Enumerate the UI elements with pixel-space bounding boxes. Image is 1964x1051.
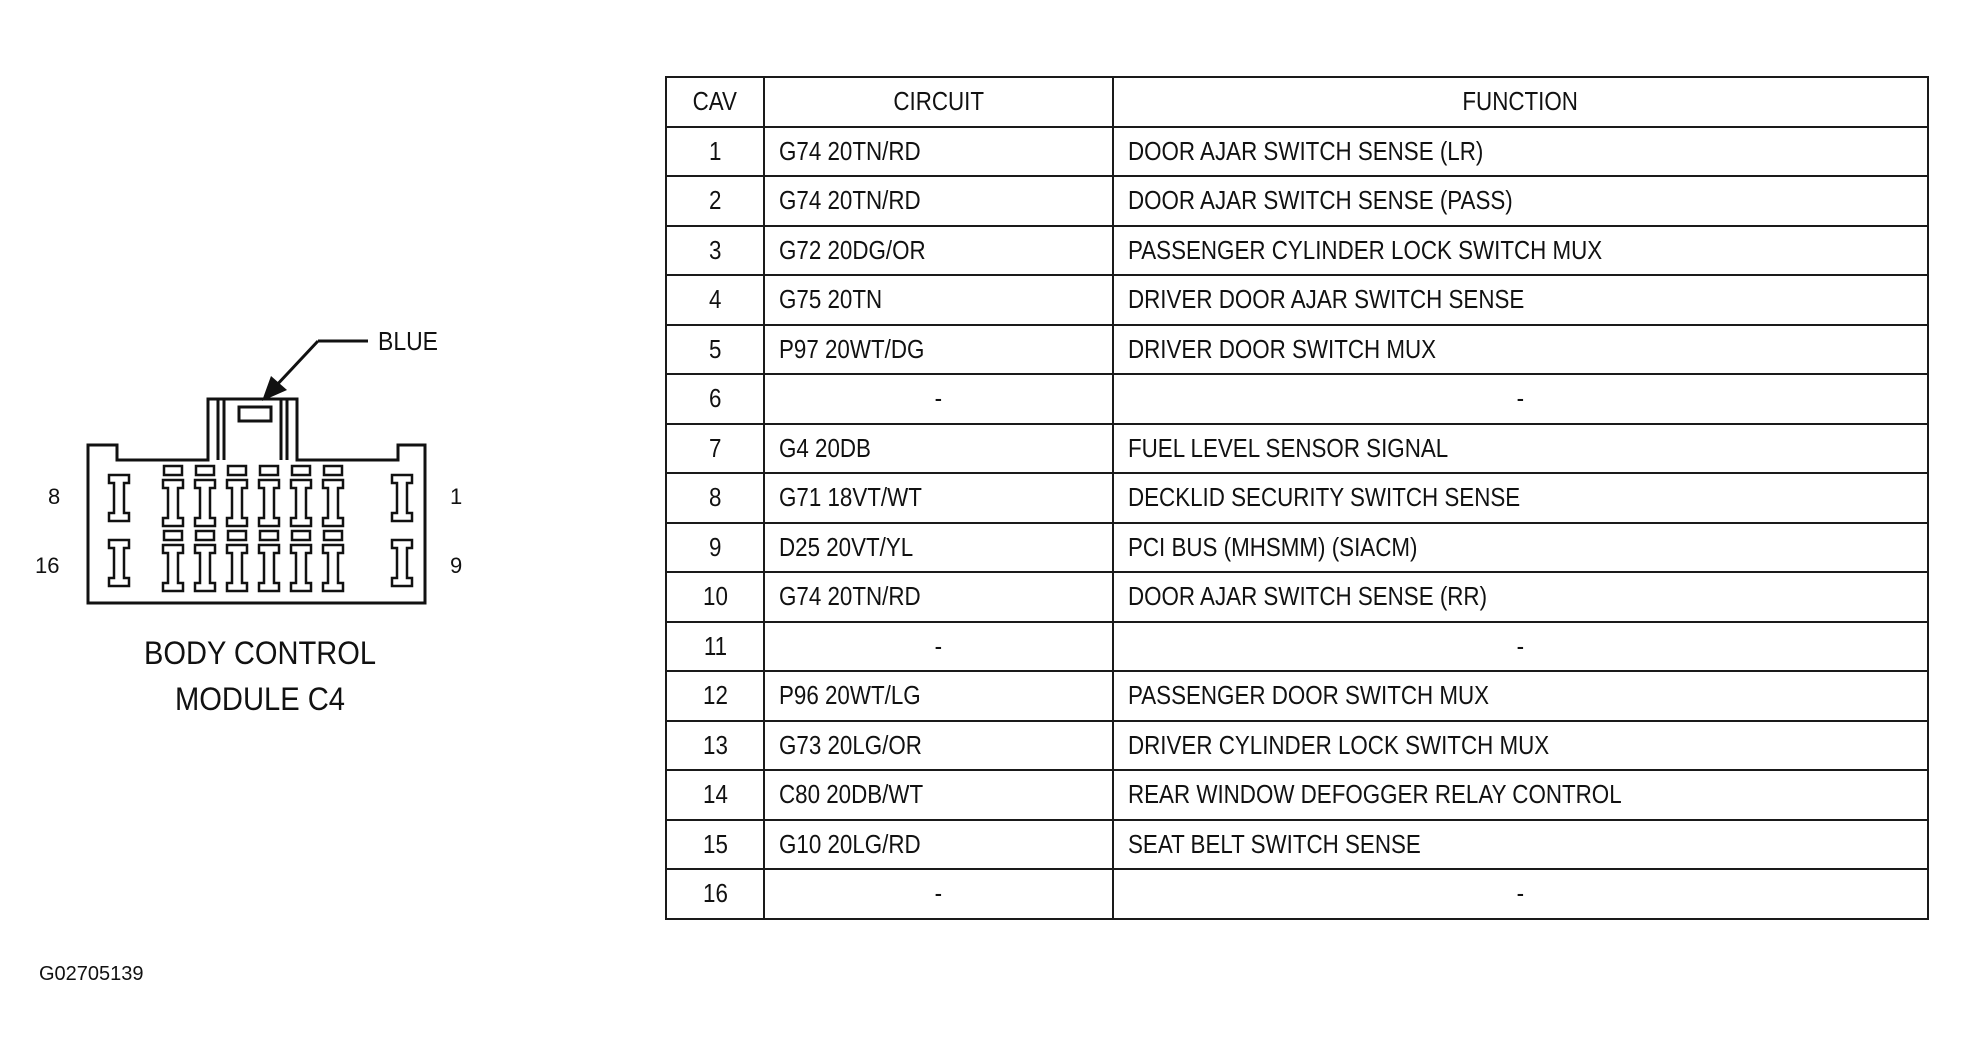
pin-label-8: 8 xyxy=(48,484,61,509)
cavity-13 xyxy=(227,531,247,591)
circuit-cell: P96 20WT/LG xyxy=(764,671,1113,721)
function-cell: PASSENGER CYLINDER LOCK SWITCH MUX xyxy=(1113,226,1928,276)
cav-cell: 8 xyxy=(666,473,764,523)
pin-label-16: 16 xyxy=(35,553,60,578)
cav-cell: 15 xyxy=(666,820,764,870)
header-circuit: CIRCUIT xyxy=(764,77,1113,127)
pinout-table xyxy=(665,76,1929,920)
function-cell: - xyxy=(1113,374,1928,424)
cavity-2 xyxy=(323,466,343,526)
circuit-cell: G4 20DB xyxy=(764,424,1113,474)
connector-diagram xyxy=(0,0,640,760)
cav-cell: 4 xyxy=(666,275,764,325)
circuit-cell: - xyxy=(764,374,1113,424)
circuit-cell: - xyxy=(764,622,1113,672)
circuit-cell: G71 18VT/WT xyxy=(764,473,1113,523)
connector-name-line2: MODULE C4 xyxy=(175,681,345,717)
circuit-cell: G10 20LG/RD xyxy=(764,820,1113,870)
cavity-6 xyxy=(195,466,215,526)
function-cell: PCI BUS (MHSMM) (SIACM) xyxy=(1113,523,1928,573)
table-row xyxy=(666,671,1928,721)
function-cell: DOOR AJAR SWITCH SENSE (PASS) xyxy=(1113,176,1928,226)
table-row xyxy=(666,473,1928,523)
cav-cell: 7 xyxy=(666,424,764,474)
function-cell: DRIVER DOOR AJAR SWITCH SENSE xyxy=(1113,275,1928,325)
connector-cavities xyxy=(109,466,412,591)
circuit-cell: - xyxy=(764,869,1113,919)
circuit-cell: G75 20TN xyxy=(764,275,1113,325)
table-row xyxy=(666,869,1928,919)
table-header-row xyxy=(666,77,1928,127)
lock-tab xyxy=(218,399,287,460)
table-row xyxy=(666,374,1928,424)
cav-cell: 3 xyxy=(666,226,764,276)
table-row xyxy=(666,176,1928,226)
cavity-12 xyxy=(259,531,279,591)
cav-cell: 12 xyxy=(666,671,764,721)
circuit-cell: G73 20LG/OR xyxy=(764,721,1113,771)
cav-cell: 9 xyxy=(666,523,764,573)
table-row xyxy=(666,325,1928,375)
table-row xyxy=(666,721,1928,771)
cav-cell: 2 xyxy=(666,176,764,226)
connector-housing xyxy=(88,399,425,603)
table-row xyxy=(666,820,1928,870)
cavity-1 xyxy=(392,475,412,521)
cavity-9 xyxy=(392,540,412,586)
header-cav: CAV xyxy=(666,77,764,127)
cavity-14 xyxy=(195,531,215,591)
cav-cell: 6 xyxy=(666,374,764,424)
cavity-11 xyxy=(291,531,311,591)
color-callout xyxy=(274,341,368,388)
header-function: FUNCTION xyxy=(1113,77,1928,127)
cavity-16 xyxy=(109,540,129,586)
function-cell: FUEL LEVEL SENSOR SIGNAL xyxy=(1113,424,1928,474)
function-cell: SEAT BELT SWITCH SENSE xyxy=(1113,820,1928,870)
circuit-cell: G72 20DG/OR xyxy=(764,226,1113,276)
function-cell: - xyxy=(1113,622,1928,672)
circuit-cell: C80 20DB/WT xyxy=(764,770,1113,820)
function-cell: DOOR AJAR SWITCH SENSE (LR) xyxy=(1113,127,1928,177)
connector-name-line1: BODY CONTROL xyxy=(144,635,376,671)
function-cell: REAR WINDOW DEFOGGER RELAY CONTROL xyxy=(1113,770,1928,820)
function-cell: - xyxy=(1113,869,1928,919)
table-row xyxy=(666,572,1928,622)
function-cell: DECKLID SECURITY SWITCH SENSE xyxy=(1113,473,1928,523)
function-cell: DOOR AJAR SWITCH SENSE (RR) xyxy=(1113,572,1928,622)
table-row xyxy=(666,127,1928,177)
circuit-cell: G74 20TN/RD xyxy=(764,176,1113,226)
circuit-cell: G74 20TN/RD xyxy=(764,127,1113,177)
cav-cell: 14 xyxy=(666,770,764,820)
cavity-3 xyxy=(291,466,311,526)
figure-id: G02705139 xyxy=(39,963,144,985)
table-row xyxy=(666,622,1928,672)
circuit-cell: P97 20WT/DG xyxy=(764,325,1113,375)
table-row xyxy=(666,226,1928,276)
cavity-5 xyxy=(227,466,247,526)
circuit-cell: G74 20TN/RD xyxy=(764,572,1113,622)
function-cell: PASSENGER DOOR SWITCH MUX xyxy=(1113,671,1928,721)
table-row xyxy=(666,770,1928,820)
table-row xyxy=(666,275,1928,325)
circuit-cell: D25 20VT/YL xyxy=(764,523,1113,573)
cav-cell: 1 xyxy=(666,127,764,177)
cavity-8 xyxy=(109,475,129,521)
cav-cell: 16 xyxy=(666,869,764,919)
connector-color-label: BLUE xyxy=(378,326,438,356)
cavity-7 xyxy=(163,466,183,526)
cav-cell: 10 xyxy=(666,572,764,622)
table-row xyxy=(666,523,1928,573)
cav-cell: 13 xyxy=(666,721,764,771)
pin-label-9: 9 xyxy=(450,553,463,578)
table-row xyxy=(666,424,1928,474)
cavity-15 xyxy=(163,531,183,591)
function-cell: DRIVER CYLINDER LOCK SWITCH MUX xyxy=(1113,721,1928,771)
cavity-10 xyxy=(323,531,343,591)
cav-cell: 5 xyxy=(666,325,764,375)
cavity-4 xyxy=(259,466,279,526)
function-cell: DRIVER DOOR SWITCH MUX xyxy=(1113,325,1928,375)
pin-label-1: 1 xyxy=(450,484,463,509)
cav-cell: 11 xyxy=(666,622,764,672)
